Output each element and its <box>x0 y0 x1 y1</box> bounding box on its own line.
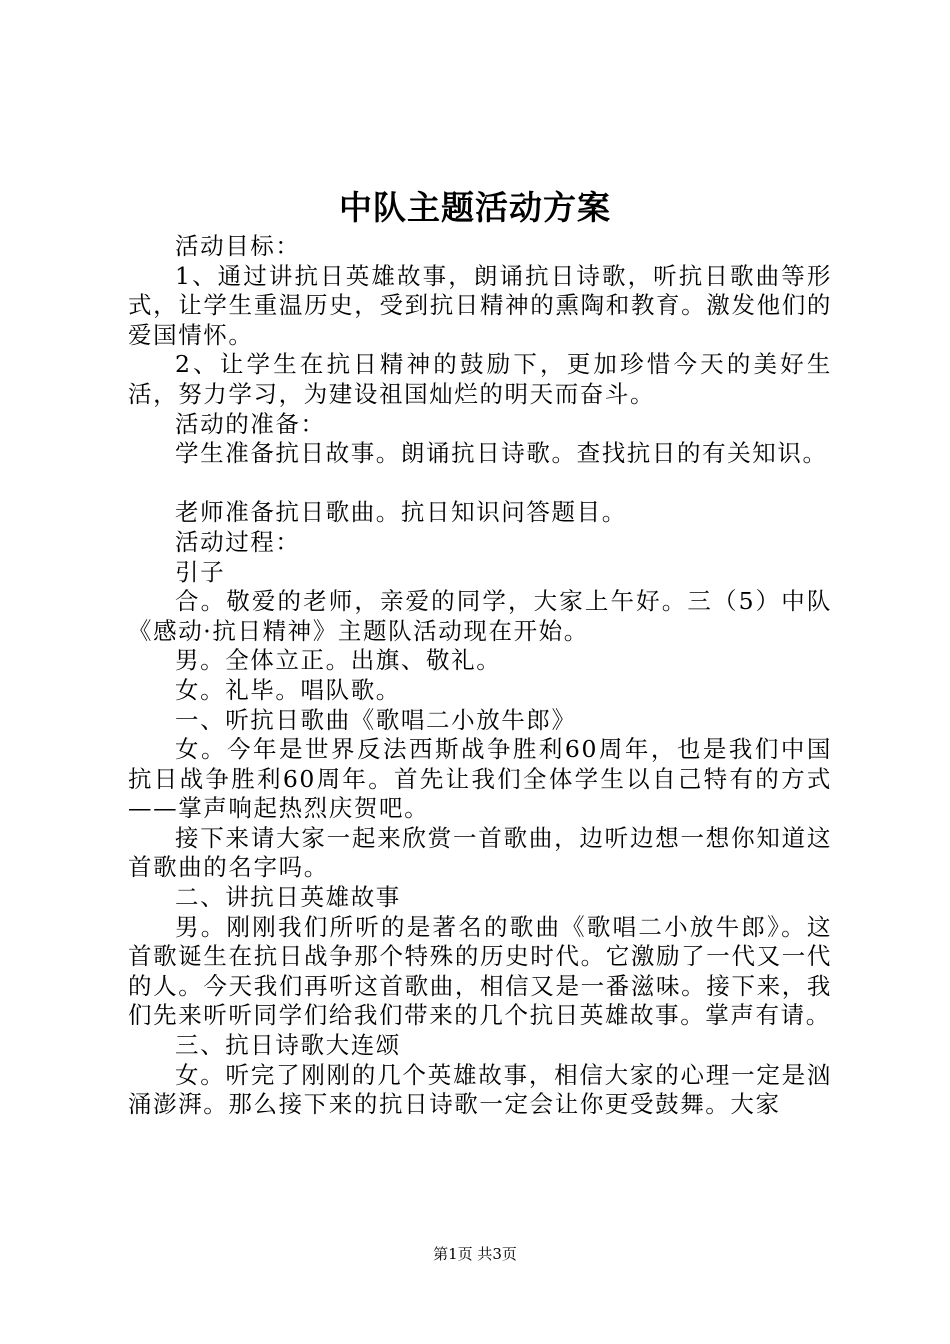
paragraph: 接下来请大家一起来欣赏一首歌曲，边听边想一想你知道这首歌曲的名字吗。 <box>128 823 832 882</box>
paragraph: 活动过程： <box>175 527 301 556</box>
paragraph: 女。听完了刚刚的几个英雄故事，相信大家的心理一定是汹涌澎湃。那么接下来的抗日诗歌一定会让你更受鼓舞。大家 <box>128 1060 832 1119</box>
paragraph: 学生准备抗日故事。朗诵抗日诗歌。查找抗日的有关知识。 <box>175 439 828 468</box>
paragraph: 男。全体立正。出旗、敬礼。 <box>175 646 502 675</box>
paragraph: 老师准备抗日歌曲。抗日知识问答题目。 <box>175 498 627 527</box>
paragraph: 女。礼毕。唱队歌。 <box>175 675 401 704</box>
page-footer: 第1页 共3页 <box>433 1245 517 1263</box>
section-heading: 二、讲抗日英雄故事 <box>175 883 401 912</box>
paragraph: 男。刚刚我们所听的是著名的歌曲《歌唱二小放牛郎》。这首歌诞生在抗日战争那个特殊的历史时代。它激励了一代又一代的人。今天我们再听这首歌曲，相信又是一番滋味。接下来，我们先来听听同学们给我们带来的几个抗日英雄故事。掌声有请。 <box>128 912 832 1030</box>
paragraph: 1、通过讲抗日英雄故事，朗诵抗日诗歌，听抗日歌曲等形式，让学生重温历史，受到抗日精神的熏陶和教育。激发他们的爱国情怀。 <box>128 261 832 349</box>
paragraph: 引子 <box>175 557 226 586</box>
document-title: 中队主题活动方案 <box>339 188 611 227</box>
paragraph: 活动的准备： <box>175 409 326 438</box>
blank-line <box>128 469 832 499</box>
section-heading: 三、抗日诗歌大连颂 <box>175 1031 401 1060</box>
paragraph: 女。今年是世界反法西斯战争胜利60周年，也是我们中国抗日战争胜利60周年。首先让我们全体学生以自己特有的方式——掌声响起热烈庆贺吧。 <box>128 735 832 823</box>
paragraph: 2、让学生在抗日精神的鼓励下，更加珍惜今天的美好生活，努力学习，为建设祖国灿烂的明天而奋斗。 <box>128 350 832 408</box>
paragraph: 合。敬爱的老师，亲爱的同学，大家上午好。三（5）中队《感动·抗日精神》主题队活动现在开始。 <box>128 587 832 645</box>
document-body <box>128 232 832 1120</box>
paragraph: 活动目标： <box>175 232 301 260</box>
section-heading: 一、听抗日歌曲《歌唱二小放牛郎》 <box>175 705 577 734</box>
